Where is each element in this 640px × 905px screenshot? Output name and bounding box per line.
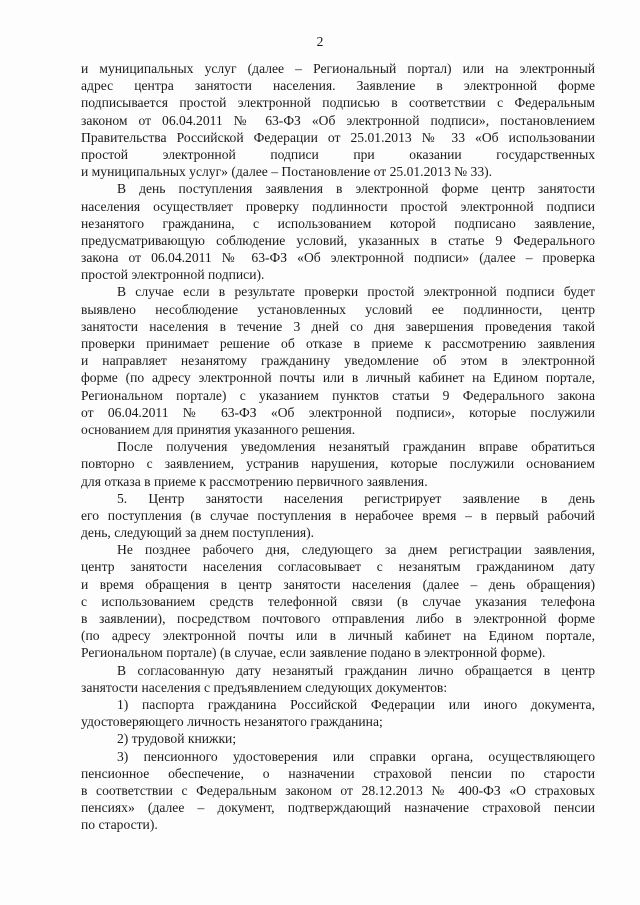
text-line: день, следующий за днем поступления).	[81, 525, 315, 541]
text-line: Региональном портале) (в случае, если заявление подано в электронной форме).	[81, 645, 546, 661]
text-line: занятости населения с предъявлением следующих документов:	[81, 679, 448, 695]
text-line: (по адресу электронной почты или в личный кабинет на Едином портале,	[81, 628, 595, 644]
text-line: в заявлении), посредством почтового отправления либо в электронной форме	[81, 611, 595, 626]
text-line: простой электронной подписи).	[81, 267, 265, 283]
text-line: проверки принимает решение об отказе в приеме к рассмотрению заявления	[81, 336, 595, 351]
text-line: незанятого гражданина, с использованием которой подписано заявление,	[81, 215, 595, 231]
text-line: 2) трудовой книжки;	[117, 731, 237, 747]
text-line: В день поступления заявления в электронной форме центр занятости	[117, 181, 595, 197]
text-line: и муниципальных услуг» (далее – Постановление от 25.01.2013 № 33).	[81, 164, 493, 180]
text-line: пенсионное обеспечение, о назначении страховой пенсии по старости	[81, 765, 595, 781]
text-line: центр занятости населения согласовывает с незанятым гражданином дату	[81, 559, 595, 575]
text-line: Региональном портале) с указанием пунктов статьи 9 Федерального закона	[81, 387, 595, 403]
text-line: законом от 06.04.2011 № 63-ФЗ «Об электронной подписи», постановлением	[81, 112, 595, 128]
text-line: населения осуществляет проверку подлинности простой электронной подписи	[81, 198, 595, 214]
text-line: и время обращения в центр занятости населения (далее – день обращения)	[81, 576, 595, 592]
text-line: После получения уведомления незанятый гражданин вправе обратиться	[117, 439, 595, 455]
text-line: Правительства Российской Федерации от 25.01.2013 № 33 «Об использовании	[81, 129, 595, 145]
text-line: и муниципальных услуг (далее – Региональный портал) или на электронный	[81, 61, 595, 76]
text-line: для отказа в приеме к рассмотрению первичного заявления.	[81, 473, 428, 489]
text-line: повторно с заявлением, устранив нарушения, которые послужили основанием	[81, 456, 595, 472]
text-line: Не позднее рабочего дня, следующего за днем регистрации заявления,	[117, 542, 595, 558]
text-line: В случае если в результате проверки простой электронной подписи будет	[117, 284, 595, 300]
text-line: с использованием средств телефонной связи (в случае указания телефона	[81, 593, 595, 609]
text-line: выявлено несоблюдение установленных условий ее подлинности, центр	[81, 301, 595, 317]
text-line: 1) паспорта гражданина Российской Федерации или иного документа,	[117, 696, 595, 712]
text-line: основанием для принятия указанного решения.	[81, 421, 356, 437]
text-line: В согласованную дату незанятый гражданин лично обращается в центр	[117, 662, 595, 678]
text-line: простой электронной подписи при оказании государственных	[81, 146, 595, 162]
text-line: закона от 06.04.2011 № 63-ФЗ «Об электронной подписи» (далее – проверка	[81, 250, 595, 266]
text-line: подписывается простой электронной подписью в соответствии с Федеральным	[81, 95, 595, 111]
text-line: форме (по адресу электронной почты или в личный кабинет на Едином портале,	[81, 370, 595, 386]
text-line: в соответствии с Федеральным законом от 28.12.2013 № 400-ФЗ «О страховых	[81, 782, 595, 798]
document-body	[81, 60, 595, 833]
text-line: удостоверяющего личность незанятого гражданина;	[81, 714, 383, 730]
text-line: предусматривающую соблюдение условий, указанных в статье 9 Федерального	[81, 232, 595, 248]
text-line: 3) пенсионного удостоверения или справки органа, осуществляющего	[117, 748, 595, 764]
text-line: по старости).	[81, 817, 158, 833]
text-line: адрес центра занятости населения. Заявление в электронной форме	[81, 78, 595, 94]
text-line: 5. Центр занятости населения регистрирует заявление в день	[117, 490, 595, 506]
page-number: 2	[316, 34, 324, 49]
text-line: занятости населения в течение 3 дней со дня завершения проведения такой	[81, 318, 595, 334]
text-line: от 06.04.2011 № 63-ФЗ «Об электронной подписи», которые послужили	[81, 404, 595, 420]
text-line: и направляет незанятому гражданину уведомление об этом в электронной	[81, 353, 595, 369]
text-line: его поступления (в случае поступления в нерабочее время – в первый рабочий	[81, 507, 595, 523]
text-line: пенсиях» (далее – документ, подтверждающий назначение страховой пенсии	[81, 800, 595, 816]
